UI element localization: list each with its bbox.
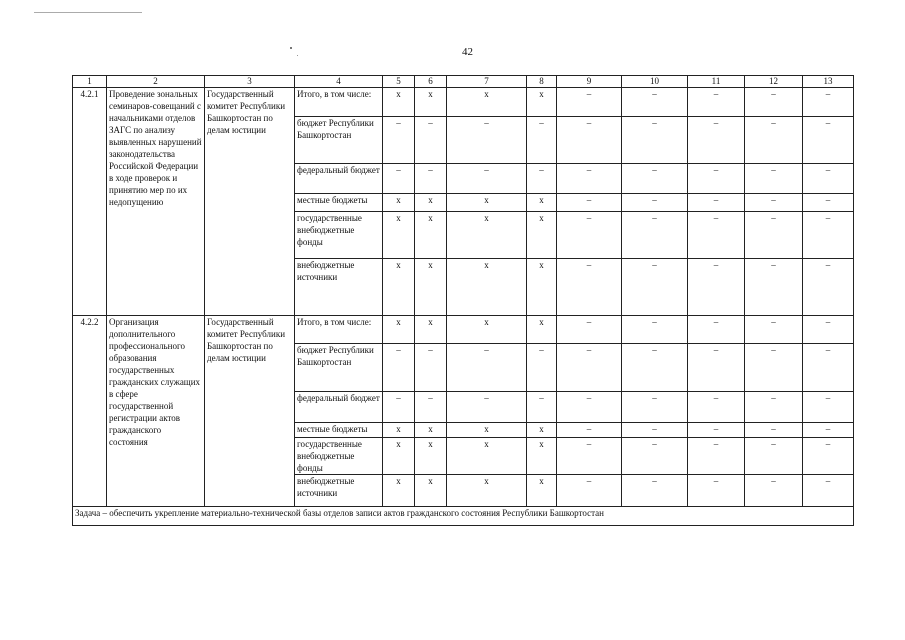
funding-value: – [745,438,803,475]
funding-value: х [383,438,415,475]
funding-source-label: федеральный бюджет [295,392,383,423]
funding-value: – [622,212,688,259]
funding-value: – [447,392,527,423]
funding-value: х [415,475,447,507]
funding-value: – [745,212,803,259]
funding-value: – [527,344,557,392]
funding-source-label: бюджет Республики Башкортостан [295,344,383,392]
funding-value: х [527,259,557,316]
funding-value: – [415,164,447,194]
task-text: Задача – обеспечить укрепление материально-технической базы отделов записи актов гражданского состояния Республики Башкортостан [73,507,854,526]
funding-value: – [622,194,688,212]
measure-name: Организация дополнительного профессионального образования государственных гражданских служащих в сфере государственной регистрации актов гражданского состояния [107,316,205,507]
column-number: 7 [447,76,527,88]
funding-source-label: местные бюджеты [295,194,383,212]
funding-value: – [415,392,447,423]
funding-value: х [383,316,415,344]
column-number: 10 [622,76,688,88]
funding-value: х [383,259,415,316]
column-number: 12 [745,76,803,88]
funding-value: – [803,259,854,316]
funding-value: х [415,88,447,117]
funding-value: х [415,259,447,316]
funding-value: – [803,316,854,344]
funding-value: – [745,88,803,117]
column-number: 9 [557,76,622,88]
measure-name: Проведение зональных семинаров-совещаний с начальниками отделов ЗАГС по анализу выявленных нарушений законодательства Российской Федерации в ходе проверок и принятию мер по их недопущению [107,88,205,316]
funding-value: – [688,316,745,344]
funding-value: х [383,423,415,438]
funding-source-label: бюджет Республики Башкортостан [295,117,383,164]
table-row [73,88,854,117]
funding-value: – [527,117,557,164]
funding-value: – [622,438,688,475]
funding-source-label: местные бюджеты [295,423,383,438]
funding-value: – [688,475,745,507]
funding-value: х [527,438,557,475]
funding-value: – [622,344,688,392]
funding-value: – [447,164,527,194]
funding-value: – [688,438,745,475]
funding-value: – [415,344,447,392]
column-number: 1 [73,76,107,88]
funding-value: х [447,438,527,475]
funding-value: – [803,194,854,212]
funding-value: – [622,316,688,344]
funding-value: – [688,88,745,117]
measure-code: 4.2.2 [73,316,107,507]
scan-speck [297,55,298,56]
funding-value: – [622,88,688,117]
funding-value: х [415,423,447,438]
funding-value: – [688,344,745,392]
measure-code: 4.2.1 [73,88,107,316]
funding-value: – [383,344,415,392]
funding-value: – [803,392,854,423]
funding-value: – [383,392,415,423]
funding-value: – [557,259,622,316]
column-number-row [73,76,854,88]
task-row [73,507,854,526]
funding-value: – [557,117,622,164]
funding-value: х [447,316,527,344]
column-number: 8 [527,76,557,88]
measure-executor: Государственный комитет Республики Башкортостан по делам юстиции [205,316,295,507]
funding-source-label: государственные внебюджетные фонды [295,438,383,475]
funding-value: х [527,212,557,259]
funding-value: х [415,194,447,212]
funding-value: – [688,194,745,212]
funding-value: – [745,423,803,438]
funding-value: – [447,344,527,392]
funding-value: х [383,212,415,259]
funding-value: х [383,194,415,212]
funding-value: – [803,117,854,164]
funding-value: – [803,423,854,438]
funding-value: – [622,164,688,194]
funding-value: – [557,423,622,438]
table-row [73,316,854,344]
funding-value: – [557,344,622,392]
funding-value: – [557,475,622,507]
funding-value: – [447,117,527,164]
funding-value: х [447,423,527,438]
funding-source-label: федеральный бюджет [295,164,383,194]
funding-value: – [557,392,622,423]
funding-value: – [527,392,557,423]
funding-value: – [745,475,803,507]
program-table [72,75,854,526]
funding-source-label: Итого, в том числе: [295,88,383,117]
column-number: 6 [415,76,447,88]
funding-value: – [803,164,854,194]
funding-value: – [688,259,745,316]
funding-value: – [803,88,854,117]
funding-value: х [447,475,527,507]
funding-value: х [383,88,415,117]
funding-value: – [622,392,688,423]
funding-value: – [622,423,688,438]
funding-value: – [688,164,745,194]
funding-value: – [745,164,803,194]
funding-value: – [803,438,854,475]
funding-value: х [447,88,527,117]
funding-value: – [745,344,803,392]
funding-value: – [557,316,622,344]
funding-value: – [415,117,447,164]
funding-value: х [527,316,557,344]
page-number: 42 [462,46,473,58]
funding-value: – [688,117,745,164]
column-number: 11 [688,76,745,88]
scan-artifact-line [34,12,142,15]
funding-value: – [745,392,803,423]
funding-value: – [745,194,803,212]
funding-value: – [688,423,745,438]
funding-value: – [557,212,622,259]
funding-value: – [803,212,854,259]
funding-value: х [447,259,527,316]
funding-value: – [803,475,854,507]
funding-source-label: Итого, в том числе: [295,316,383,344]
funding-value: – [557,194,622,212]
column-number: 5 [383,76,415,88]
funding-value: – [622,475,688,507]
funding-value: х [527,88,557,117]
column-number: 4 [295,76,383,88]
funding-value: х [415,438,447,475]
funding-value: – [527,164,557,194]
funding-value: – [557,164,622,194]
funding-value: – [688,212,745,259]
funding-value: х [527,423,557,438]
funding-value: – [557,88,622,117]
funding-value: х [415,212,447,259]
funding-value: – [383,117,415,164]
funding-value: – [383,164,415,194]
scan-speck [290,47,292,49]
column-number: 3 [205,76,295,88]
funding-value: – [745,117,803,164]
funding-value: х [527,194,557,212]
column-number: 2 [107,76,205,88]
funding-value: – [622,117,688,164]
funding-value: – [688,392,745,423]
funding-source-label: внебюджетные источники [295,475,383,507]
funding-value: х [447,194,527,212]
funding-value: х [527,475,557,507]
funding-value: – [745,259,803,316]
funding-value: – [745,316,803,344]
funding-value: х [447,212,527,259]
funding-source-label: внебюджетные источники [295,259,383,316]
funding-value: х [415,316,447,344]
funding-value: – [622,259,688,316]
funding-value: х [383,475,415,507]
funding-value: – [803,344,854,392]
measure-executor: Государственный комитет Республики Башкортостан по делам юстиции [205,88,295,316]
funding-source-label: государственные внебюджетные фонды [295,212,383,259]
funding-value: – [557,438,622,475]
column-number: 13 [803,76,854,88]
